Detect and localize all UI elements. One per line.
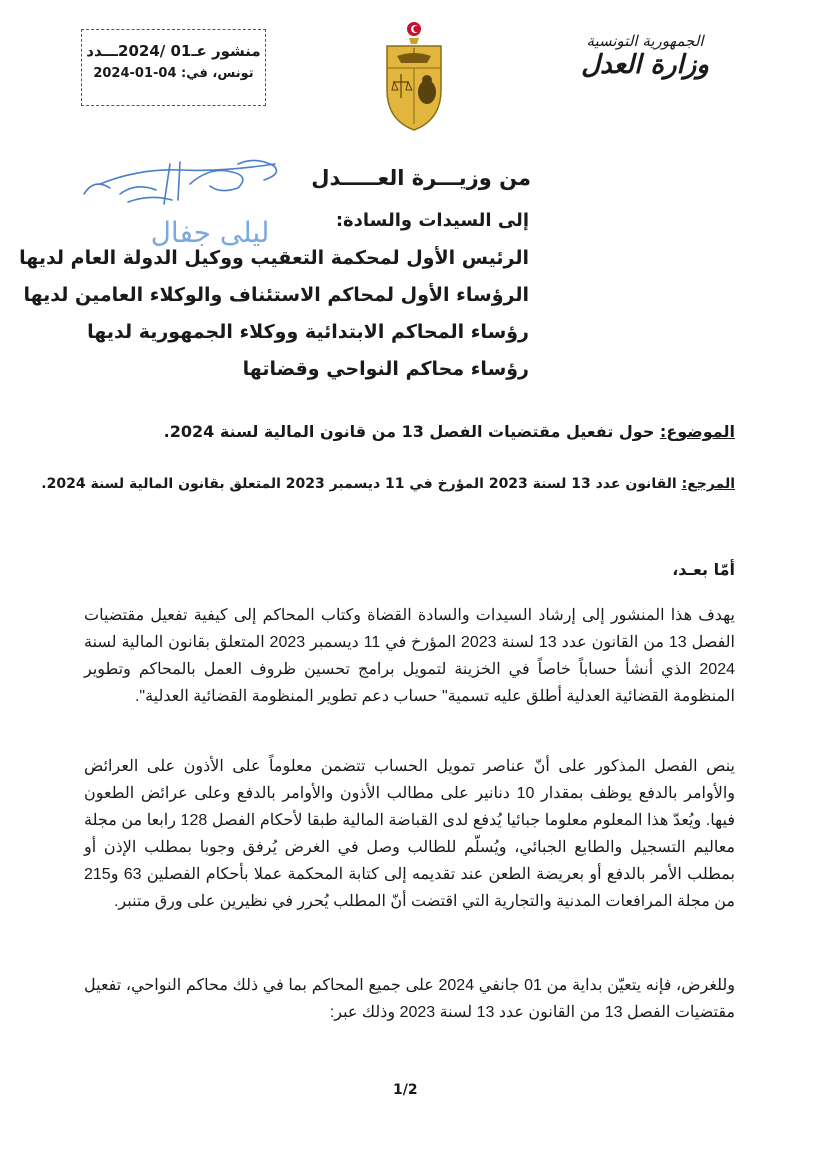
recipient-item: رؤساء المحاكم الابتدائية ووكلاء الجمهورية لديها — [87, 321, 529, 343]
ministry-header — [555, 32, 735, 80]
ministry-name: وزارة العدل — [581, 50, 709, 80]
subject-text: حول تفعيل مقتضيات الفصل 13 من قانون المالية لسنة 2024. — [163, 422, 655, 441]
recipients-label: إلى السيدات والسادة: — [335, 210, 529, 231]
recipients-list — [19, 240, 529, 388]
recipient-item: رؤساء محاكم النواحي وقضاتها — [242, 358, 529, 380]
reference-line — [41, 476, 735, 492]
body-paragraph: ينص الفصل المذكور على أنّ عناصر تمويل الحساب تتضمن معلوماً على الأذون على العرائض والأوامر بالدفع يوظف بمقدار 10 دنانير على مطالب الأذون والأوامر بالدفع وعلى عرائض الطعون فيها. ويُعدّ هذا المعلوم معلوما جبائيا يُدفع لدى القباضة المالية طبقا لأحكام الفصل 128 رابعا من مجلة معاليم التسجيل والطابع الجبائي، ويُسلّم للطالب وصل في الغرض يُرفق وجوبا بمطلب الإذن أو بمطلب الأمر بالدفع أو بعريضة الطعن عند تقديمه إلى كتابة المحكمة عملا بأحكام الفصلين 63 و215 من مجلة المرافعات المدنية والتجارية التي اقتضت أنّ المطلب يُحرر في نظيرين على ورق متنبر. — [84, 758, 736, 910]
recipient-item: الرئيس الأول لمحكمة التعقيب ووكيل الدولة العام لديها — [19, 247, 529, 269]
page-number: 1/2 — [393, 1082, 418, 1098]
reference-label: المرجع: — [681, 476, 735, 492]
circular-reference-box — [81, 29, 266, 106]
greeting: أمّا بعـد، — [672, 560, 735, 579]
signature-name: ليلى جفال — [150, 216, 270, 249]
body-paragraph: يهدف هذا المنشور إلى إرشاد السيدات والسادة القضاة وكتاب المحاكم إلى كيفية تفعيل مقتضيات الفصل 13 من القانون عدد 13 لسنة 2023 المؤرخ في 11 ديسمبر 2023 المتعلق بقانون المالية لسنة 2024 الذي أنشأ حساباً خاصاً في الخزينة لتمويل برامج تحسين ظروف العمل بالمحاكم وتطوير المنظومة القضائية العدلية أطلق عليه تسمية" حساب دعم تطوير المنظومة القضائية العدلية". — [84, 607, 735, 705]
circular-date: تونس، في: 04-01-2024 — [93, 66, 254, 81]
subject-line — [164, 422, 735, 441]
republic-name: الجمهورية التونسية — [586, 32, 704, 50]
subject-label: الموضوع: — [659, 422, 735, 441]
body-paragraph: وللغرض، فإنه يتعيّن بداية من 01 جانفي 2024 على جميع المحاكم بما في ذلك محاكم النواحي، تفعيل مقتضيات الفصل 13 من القانون عدد 13 لسنة 2023 وذلك عبر: — [84, 977, 735, 1021]
coat-of-arms-icon — [383, 20, 445, 132]
circular-number: منشور عـ01 /2024ـــدد — [86, 42, 261, 60]
reference-text: القانون عدد 13 لسنة 2023 المؤرخ في 11 ديسمبر 2023 المتعلق بقانون المالية لسنة 2024. — [41, 476, 677, 492]
sender-line: من وزيـــرة العـــــدل — [311, 166, 531, 190]
recipient-item: الرؤساء الأول لمحاكم الاستئناف والوكلاء العامين لديها — [23, 284, 529, 306]
